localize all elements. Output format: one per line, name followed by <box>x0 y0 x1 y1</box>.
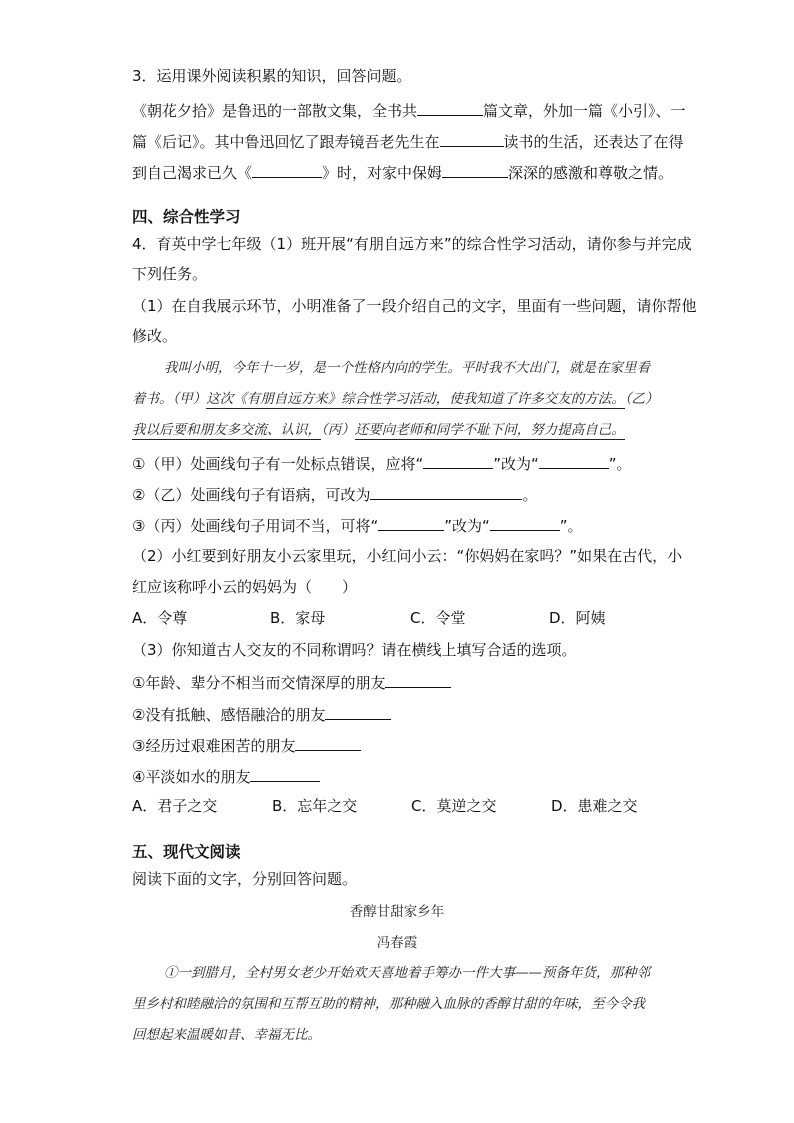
underlined-sentence-yi: 我以后要和朋友多交流、认识， <box>132 422 321 438</box>
choice-c[interactable]: C．令堂 <box>410 609 466 627</box>
q3-line-3 <box>132 161 673 183</box>
fill-item-3 <box>132 734 361 756</box>
fill-text: ④平淡如水的朋友 <box>132 768 251 786</box>
answer-blank[interactable] <box>385 671 451 688</box>
part1-text: 修改。 <box>132 327 178 345</box>
handwritten-line: 我叫小明，今年十一岁，是一个性格内向的学生。平时我不大出门，就是在家里看 <box>164 360 650 376</box>
sub-q-text: ①（甲）处画线句子有一处标点错误，应将“ <box>132 455 424 473</box>
article-author: 冯春霞 <box>376 935 418 951</box>
answer-blank[interactable] <box>490 514 560 531</box>
q3-text: 篇文章，外加一篇《小引》、一 <box>483 102 686 120</box>
choice-d[interactable]: D．阿姨 <box>549 609 606 627</box>
fill-item-2 <box>132 703 391 725</box>
answer-blank[interactable] <box>539 452 609 469</box>
sub-q-text: 。 <box>522 486 538 504</box>
sub-q-text: ”。 <box>559 517 583 535</box>
part1-text: （1）在自我展示环节，小明准备了一段介绍自己的文字，里面有一些问题，请你帮他 <box>132 297 697 315</box>
q3-text: 篇《后记》。其中鲁迅回忆了跟寿镜吾老先生在 <box>132 133 440 151</box>
q3-text: 深深的感激和尊敬之情。 <box>508 164 674 182</box>
answer-blank[interactable] <box>252 161 322 178</box>
handwritten-text: 着书。（甲） <box>132 391 207 407</box>
answer-blank[interactable] <box>417 99 483 116</box>
article-paragraph: 回想起来温暖如昔、幸福无比。 <box>132 1027 321 1043</box>
choice-a[interactable]: A．君子之交 <box>132 797 218 815</box>
sub-question-3 <box>132 514 583 536</box>
sub-q-text: ③（丙）处画线句子用词不当，可将“ <box>132 517 379 535</box>
handwritten-line <box>132 389 659 409</box>
answer-blank[interactable] <box>295 734 361 751</box>
q3-text: 《朝花夕拾》是鲁迅的一部散文集，全书共 <box>132 102 418 120</box>
q3-line-1 <box>132 99 686 121</box>
answer-blank[interactable] <box>440 130 504 147</box>
sub-q-text: ”改为“ <box>493 455 539 473</box>
answer-blank[interactable] <box>370 483 522 500</box>
answer-blank[interactable] <box>325 703 391 720</box>
sub-question-2 <box>132 483 537 505</box>
handwritten-text: （乙） <box>624 391 659 407</box>
reading-intro: 阅读下面的文字，分别回答问题。 <box>132 870 358 888</box>
answer-blank[interactable] <box>378 514 444 531</box>
article-title: 香醇甘甜家乡年 <box>349 904 445 920</box>
q3-text: 读书的生活，还表达了在得 <box>503 133 684 151</box>
q3-text: 到自己渴求已久《 <box>132 164 253 182</box>
part2-text: 红应该称呼小云的妈妈为（ ） <box>132 578 358 596</box>
answer-blank[interactable] <box>442 161 508 178</box>
underlined-sentence-jia: 这次《有朋自远方来》综合性学习活动，使我知道了许多交友的方法。 <box>206 391 625 407</box>
answer-blank[interactable] <box>250 765 320 782</box>
fill-text: ③经历过艰难困苦的朋友 <box>132 737 296 755</box>
fill-text: ②没有抵触、感悟融洽的朋友 <box>132 706 326 724</box>
section-heading: 四、综合性学习 <box>132 208 241 226</box>
q4-text: 4．育英中学七年级（1）班开展“有朋自远方来”的综合性学习活动，请你参与并完成 <box>132 235 692 253</box>
q3-text: 》时，对家中保姆 <box>322 164 443 182</box>
answer-blank[interactable] <box>423 452 493 469</box>
handwritten-line <box>132 420 625 440</box>
underlined-sentence-bing: 还要向老师和同学不耻下问，努力提高自己。 <box>354 422 625 438</box>
q3-line-2 <box>132 130 684 152</box>
fill-text: ①年龄、辈分不相当而交情深厚的朋友 <box>132 674 386 692</box>
sub-q-text: ②（乙）处画线句子有语病，可改为 <box>132 486 371 504</box>
article-paragraph: ①一到腊月，全村男女老少开始欢天喜地着手筹办一件大事——预备年货，那种邻 <box>164 965 650 981</box>
q3-title: 3．运用课外阅读积累的知识，回答问题。 <box>132 67 412 85</box>
section-heading: 五、现代文阅读 <box>132 843 241 861</box>
sub-q-text: ”改为“ <box>444 517 490 535</box>
fill-item-4 <box>132 765 320 787</box>
sub-question-1 <box>132 452 632 474</box>
part2-text: （2）小红要到好朋友小云家里玩，小红问小云：“你妈妈在家吗？”如果在古代，小 <box>132 547 683 565</box>
choice-b[interactable]: B．忘年之交 <box>272 797 358 815</box>
choice-d[interactable]: D．患难之交 <box>551 797 638 815</box>
sub-q-text: ”。 <box>608 455 632 473</box>
choice-c[interactable]: C．莫逆之交 <box>411 797 497 815</box>
handwritten-text: （丙） <box>321 422 355 438</box>
q4-text: 下列任务。 <box>132 265 208 283</box>
fill-item-1 <box>132 671 451 693</box>
choice-a[interactable]: A．令尊 <box>132 609 188 627</box>
article-paragraph: 里乡村和睦融洽的氛围和互帮互助的精神，那种融入血脉的香醇甘甜的年味，至今令我 <box>132 996 645 1012</box>
choice-b[interactable]: B．家母 <box>270 609 326 627</box>
part3-text: （3）你知道古人交友的不同称谓吗？请在横线上填写合适的选项。 <box>132 641 577 659</box>
